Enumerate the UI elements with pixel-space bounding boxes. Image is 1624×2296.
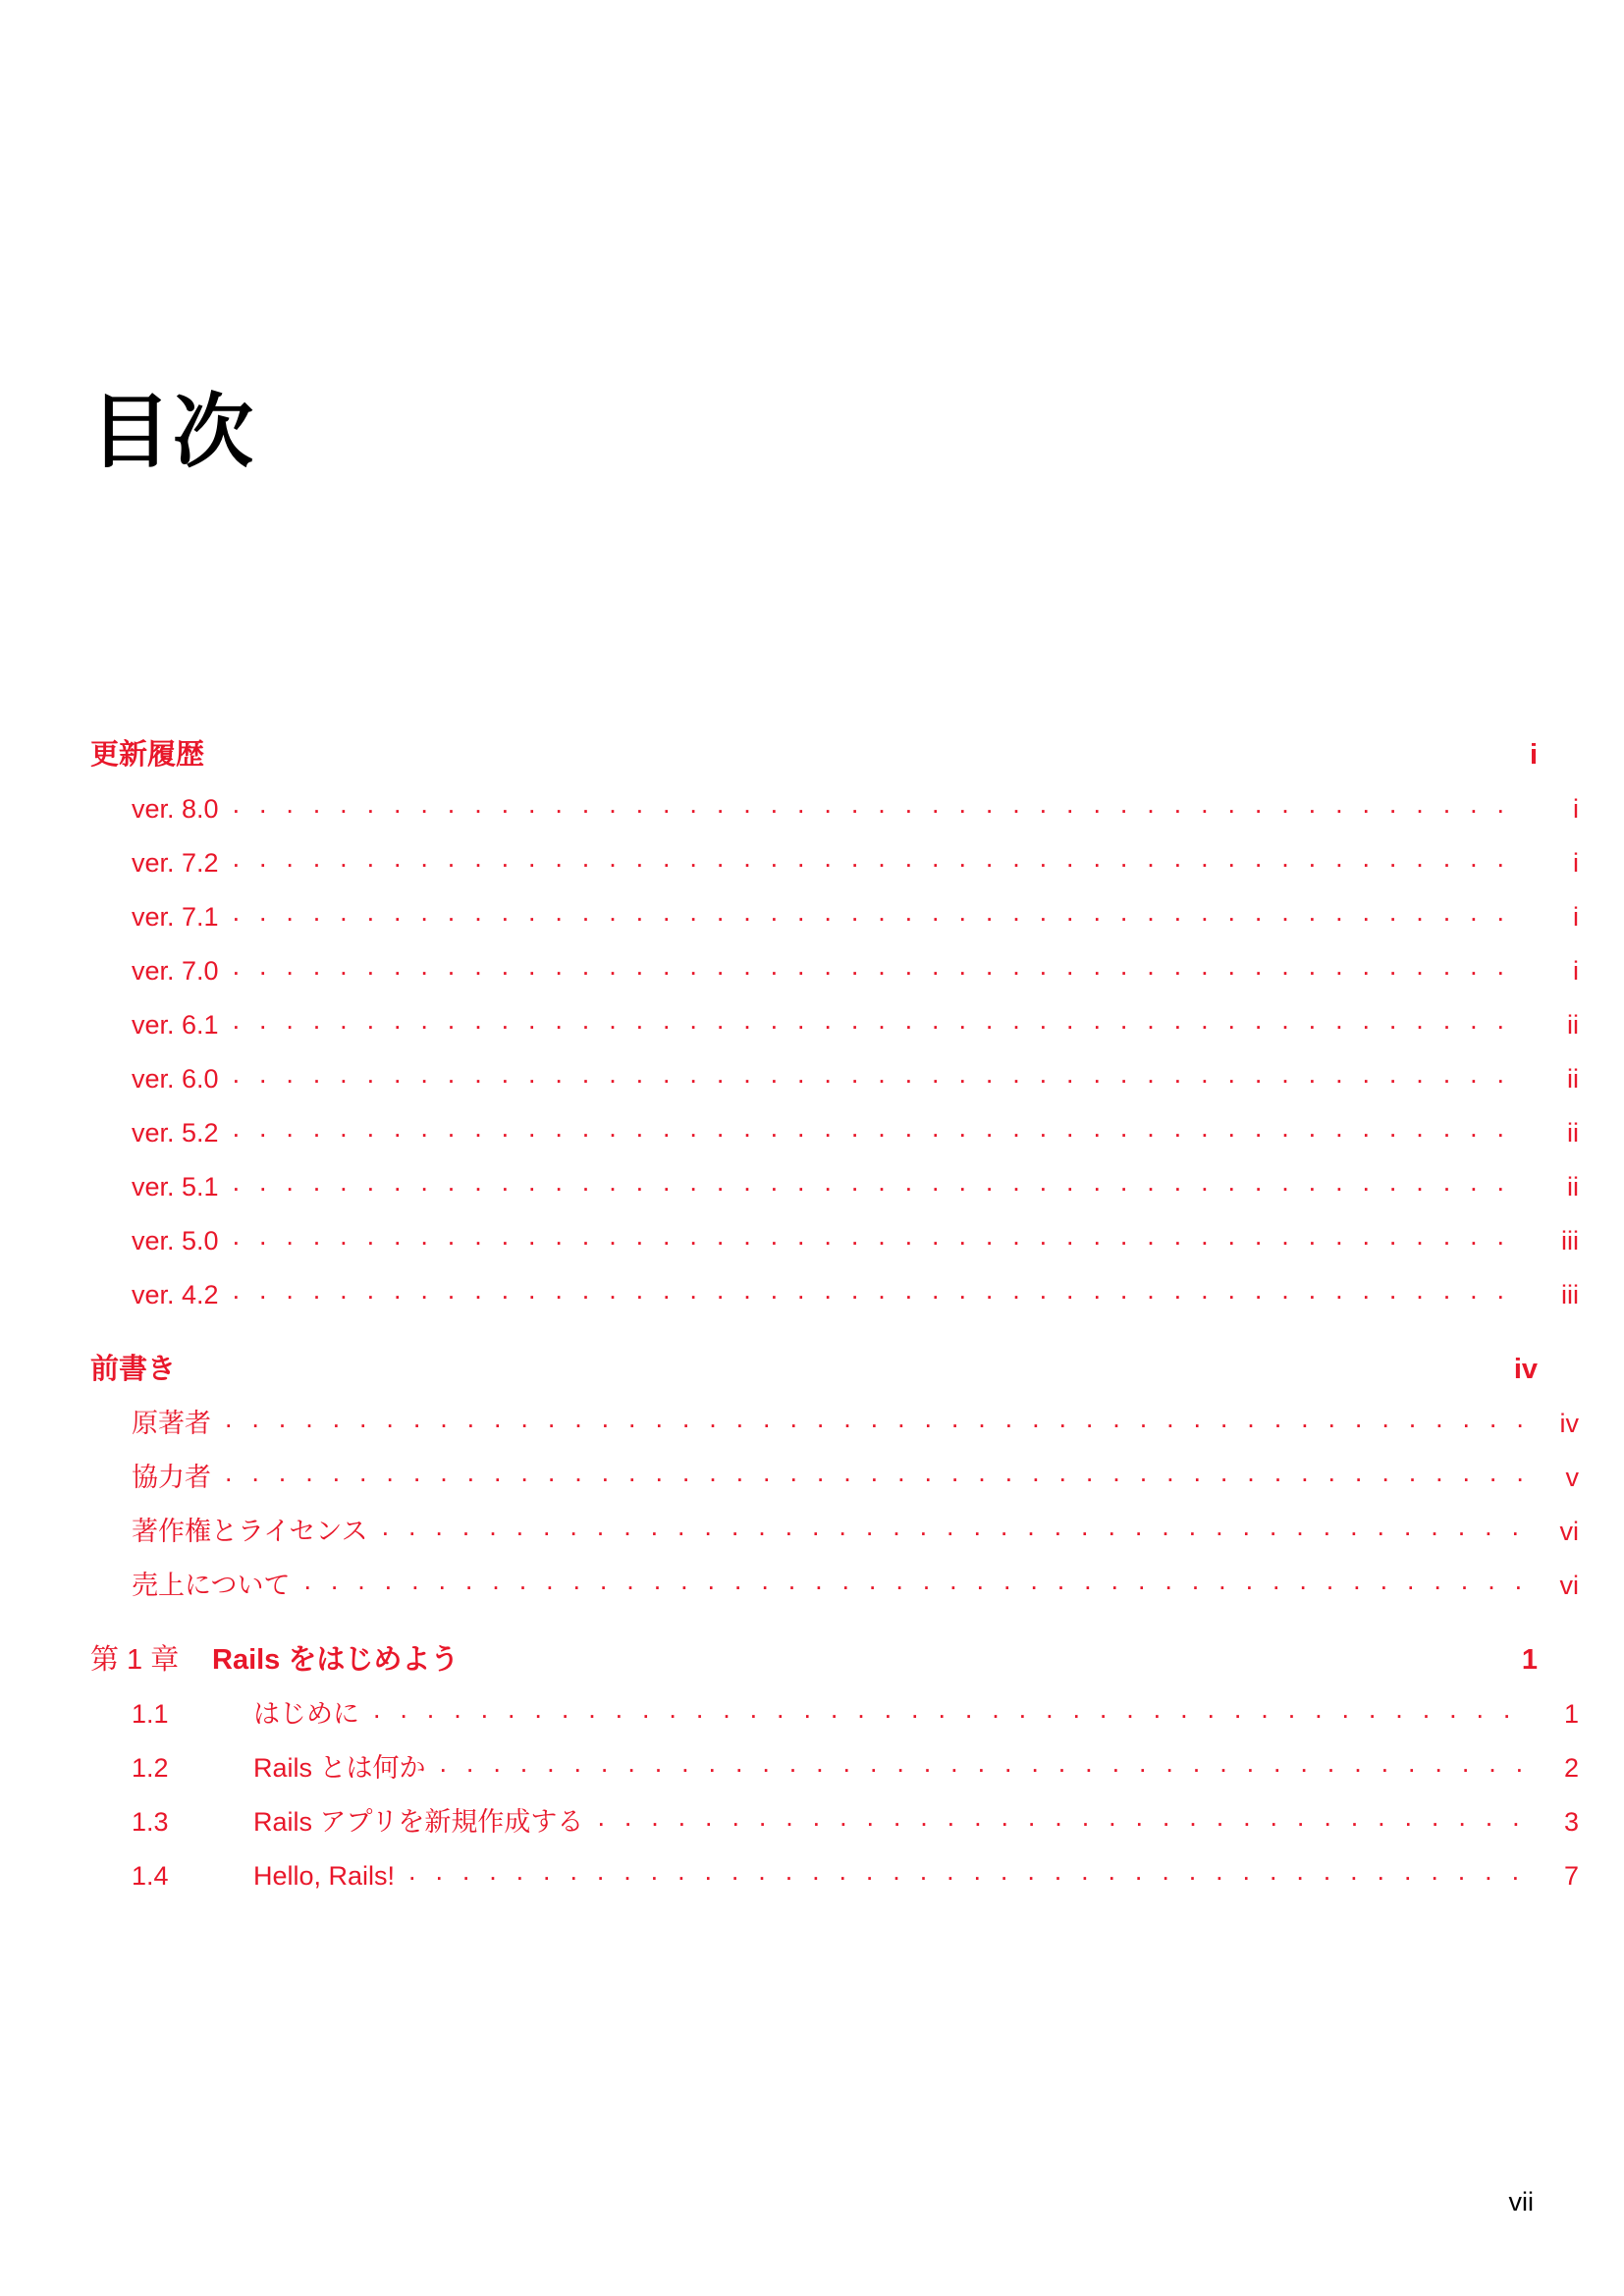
spacer [90,1675,1538,1696]
toc-entry-label: ver. 7.0 [132,956,219,986]
toc-entry[interactable] [90,1750,1579,1782]
toc-entry-page: 3 [1563,1807,1579,1837]
toc-entry-page: i [1573,956,1579,986]
leader-dots [233,1169,1522,1196]
toc-section-label: 前書き [90,1354,177,1385]
toc-entry[interactable] [90,1406,1579,1437]
toc-group [90,739,1579,1309]
toc-entry-number: 1.3 [132,1807,169,1837]
leader-dots [225,1460,1522,1486]
toc-section-label: Rails をはじめよう [212,1644,460,1676]
toc-entry-page: 2 [1563,1753,1579,1783]
toc-entry-label: Rails アプリを新規作成する [253,1807,584,1837]
toc-entry-page: iv [1559,1409,1579,1438]
toc-entry-page: iii [1561,1226,1579,1255]
toc-entry-label: ver. 6.0 [132,1064,219,1094]
toc-section-label: 更新履歴 [90,739,205,771]
toc-entry-number: 1.4 [132,1861,169,1891]
toc-group [90,1354,1579,1600]
toc-entry-page: iii [1561,1280,1579,1309]
toc-section-row[interactable] [90,741,1538,770]
toc-entry[interactable] [90,1460,1579,1491]
leader-dots [382,1514,1522,1540]
toc-section-page: 1 [1521,1644,1538,1676]
leader-dots [233,791,1522,818]
toc-entry-label: ver. 6.1 [132,1010,219,1040]
toc-entry-page: 7 [1563,1861,1579,1891]
toc-section-row[interactable] [90,1646,1538,1675]
toc-entry[interactable] [90,1804,1579,1836]
toc-entry-page: ii [1567,1172,1579,1201]
leader-dots [233,1061,1522,1088]
toc-entry[interactable] [90,899,1579,931]
toc-entry-label: ver. 5.2 [132,1118,219,1148]
spacer [90,1384,1538,1406]
page-folio: vii [1508,2187,1534,2216]
toc-entry-page: 1 [1563,1699,1579,1729]
toc-entry-page: i [1573,902,1579,932]
toc-entry[interactable] [90,1007,1579,1039]
toc-list [90,739,1579,1891]
toc-entry-number: 1.2 [132,1753,169,1783]
toc-entry-page: ii [1567,1118,1579,1148]
toc-entry-page: i [1573,794,1579,824]
toc-entry-label: ver. 4.2 [132,1280,219,1309]
toc-group [90,1644,1579,1891]
leader-dots [303,1568,1522,1594]
toc-entry[interactable] [90,1858,1579,1890]
toc-entry-label: ver. 7.1 [132,902,219,932]
toc-entry[interactable] [90,1568,1579,1599]
leader-dots [440,1750,1522,1777]
toc-entry-label: ver. 7.2 [132,848,219,878]
toc-section-page: i [1529,739,1538,771]
toc-entry[interactable] [90,1277,1579,1308]
toc-entry[interactable] [90,953,1579,985]
toc-entry-label: 原著者 [132,1409,211,1438]
toc-entry-page: v [1565,1463,1579,1492]
leader-dots [225,1406,1522,1432]
toc-entry-page: ii [1567,1064,1579,1094]
leader-dots [233,1115,1522,1142]
spacer [90,1599,1538,1646]
toc-entry-page: vi [1559,1517,1579,1546]
toc-entry-label: Hello, Rails! [253,1861,396,1891]
toc-entry[interactable] [90,1514,1579,1545]
spacer [90,770,1538,791]
leader-dots [233,899,1522,926]
toc-section-number: 第 1 章 [90,1644,180,1676]
leader-dots [233,1223,1522,1250]
toc-entry[interactable] [90,845,1579,877]
toc-entry-label: 売上について [132,1571,291,1600]
toc-section-page: iv [1513,1354,1538,1385]
toc-entry-label: ver. 5.0 [132,1226,219,1255]
leader-dots [233,845,1522,872]
spacer [90,1308,1538,1356]
toc-entry-label: 著作権とライセンス [132,1517,368,1546]
toc-entry-label: はじめに [253,1699,359,1729]
leader-dots [408,1858,1522,1885]
toc-entry[interactable] [90,1169,1579,1201]
leader-dots [233,1277,1522,1304]
toc-entry[interactable] [90,1061,1579,1093]
toc-entry[interactable] [90,1696,1579,1728]
toc-entry-page: vi [1559,1571,1579,1600]
toc-entry-label: 協力者 [132,1463,211,1492]
toc-entry-page: i [1573,848,1579,878]
leader-dots [233,1007,1522,1034]
leader-dots [233,953,1522,980]
toc-entry-number: 1.1 [132,1699,169,1729]
toc-entry-label: ver. 8.0 [132,794,219,824]
toc-section-row[interactable] [90,1356,1538,1384]
page-title: 目次 [90,388,256,477]
leader-dots [373,1696,1522,1723]
toc-entry-label: ver. 5.1 [132,1172,219,1201]
toc-entry[interactable] [90,1115,1579,1147]
toc-entry-page: ii [1567,1010,1579,1040]
toc-entry-label: Rails とは何か [253,1753,426,1783]
toc-entry[interactable] [90,791,1579,823]
toc-entry[interactable] [90,1223,1579,1255]
leader-dots [597,1804,1522,1831]
